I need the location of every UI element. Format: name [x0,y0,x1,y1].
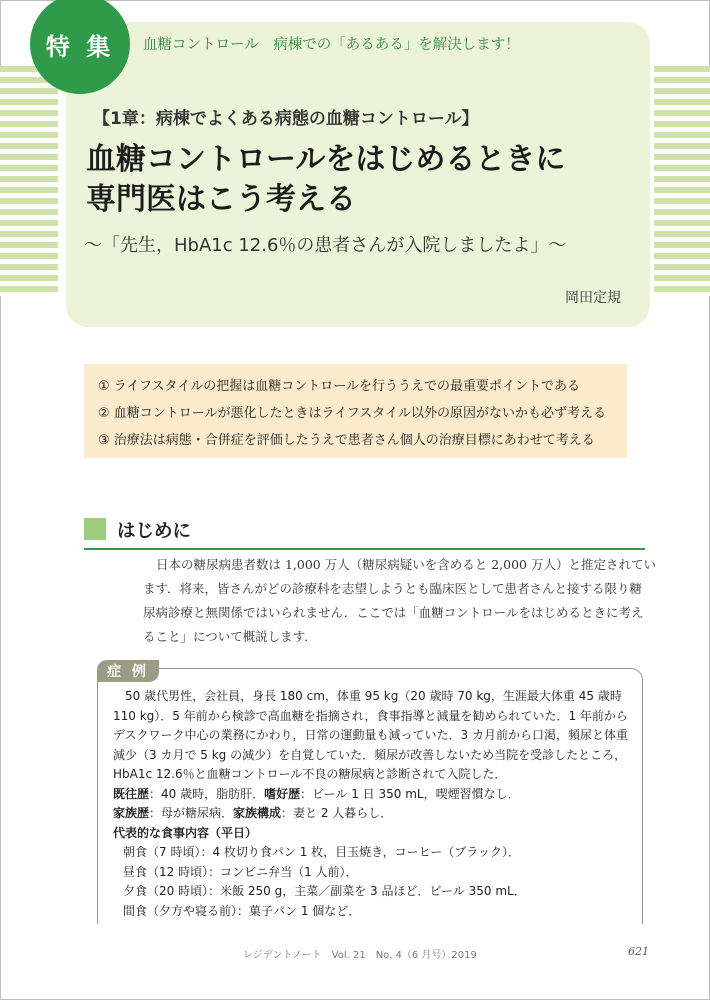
intro-paragraph [143,553,656,649]
paragraph-line: ます．将来，皆さんがどの診療科を志望しようとも臨床医として患者さんと接する限り糖 [143,581,643,596]
habit-label: 嗜好歴 [264,786,301,801]
article-title-line-2: 専門医はこう考える [86,182,356,217]
meal-item: 夕食（20 時頃）：米飯 250 g，主菜／副菜を 3 品ほど．ビール 350 mL． [123,884,526,898]
case-line: HbA1c 12.6％と血糖コントロール不良の糖尿病と診断されて入院した． [113,767,507,781]
family-label: 家族歴 [113,806,150,820]
case-tab-label: 症 例 [97,660,159,682]
case-history-line [113,785,633,805]
article-subtitle: 〜「先生，HbA1c 12.6％の患者さんが入院しましたよ」〜 [84,235,567,256]
case-line: 110 kg）．5 年前から検診で高血糖を指摘され，食事指導と減量を勧められていた．1 年前から [113,708,628,723]
chapter-heading: 【1章：病棟でよくある病態の血糖コントロール】 [93,109,479,129]
journal-footer: レジデントノート Vol. 21 No. 4（6 月号）2019 [243,950,477,961]
key-point: ① ライフスタイルの把握は血糖コントロールを行ううえでの最重要ポイントである [98,379,580,394]
author-name: 岡田定規 [565,290,621,306]
article-title-line-1: 血糖コントロールをはじめるときに [86,142,566,177]
structure-value: ：妻と 2 人暮らし． [281,806,393,820]
meal-item: 昼食（12 時頃）：コンビニ弁当（1 人前）． [123,864,358,879]
meal-item: 間食（夕方や寝る前）：菓子パン 1 個など． [123,903,361,918]
feature-badge: 特 集 [30,0,130,94]
decorative-stripes-right [654,66,710,296]
case-line: 50 歳代男性，会社員，身長 180 cm，体重 95 kg（20 歳時 70 kg，生涯最大体重 45 歳時 [125,689,622,703]
section-marker-icon [84,518,106,540]
history-label: 既往歴 [113,786,150,801]
decorative-stripes-left [0,66,58,296]
section-divider [84,548,645,550]
case-body [113,687,633,921]
article-title [86,140,646,220]
paragraph-line: ること」について概説します． [143,629,317,644]
paragraph-line: 日本の糖尿病患者数は 1,000 万人（糖尿病疑いを含めると 2,000 万人）と推定されてい [156,557,656,572]
habit-value: ：ビール 1 日 350 mL，喫煙習慣なし． [300,786,520,801]
key-point: ② 血糖コントロールが悪化したときはライフスタイル以外の原因がないかも必ず考える [98,406,606,421]
structure-label: 家族構成 [233,806,282,820]
key-point: ③ 治療法は病態・合併症を評価したうえで患者さん個人の治療目標にあわせて考える [98,433,595,448]
key-points-box [84,364,627,458]
series-title: 血糖コントロール 病棟での「あるある」を解決します！ [143,37,520,53]
case-line: デスクワーク中心の業務にかわり，日常の運動量も減っていた．3 カ月前から口渇，頻尿と体重 [113,728,628,742]
meals-heading: 代表的な食事内容（平日） [113,825,258,840]
section-heading [84,518,645,550]
case-line: 減少（3 カ月で 5 kg の減少）を自覚していた．頻尿が改善しないため当院を受診したところ， [113,747,627,762]
case-family-line [113,804,633,824]
meal-item: 朝食（7 時頃）：4 枚切り食パン 1 枚，目玉焼き，コーヒー（ブラック）． [123,845,520,859]
family-value: ：母が糖尿病． [149,806,234,820]
page-number: 621 [628,945,649,958]
section-title: はじめに [117,521,192,542]
paragraph-line: 尿病診療と無関係ではいられません．ここでは「血糖コントロールをはじめるときに考え [143,605,644,620]
history-value: ：40 歳時，脂肪肝． [149,786,265,801]
